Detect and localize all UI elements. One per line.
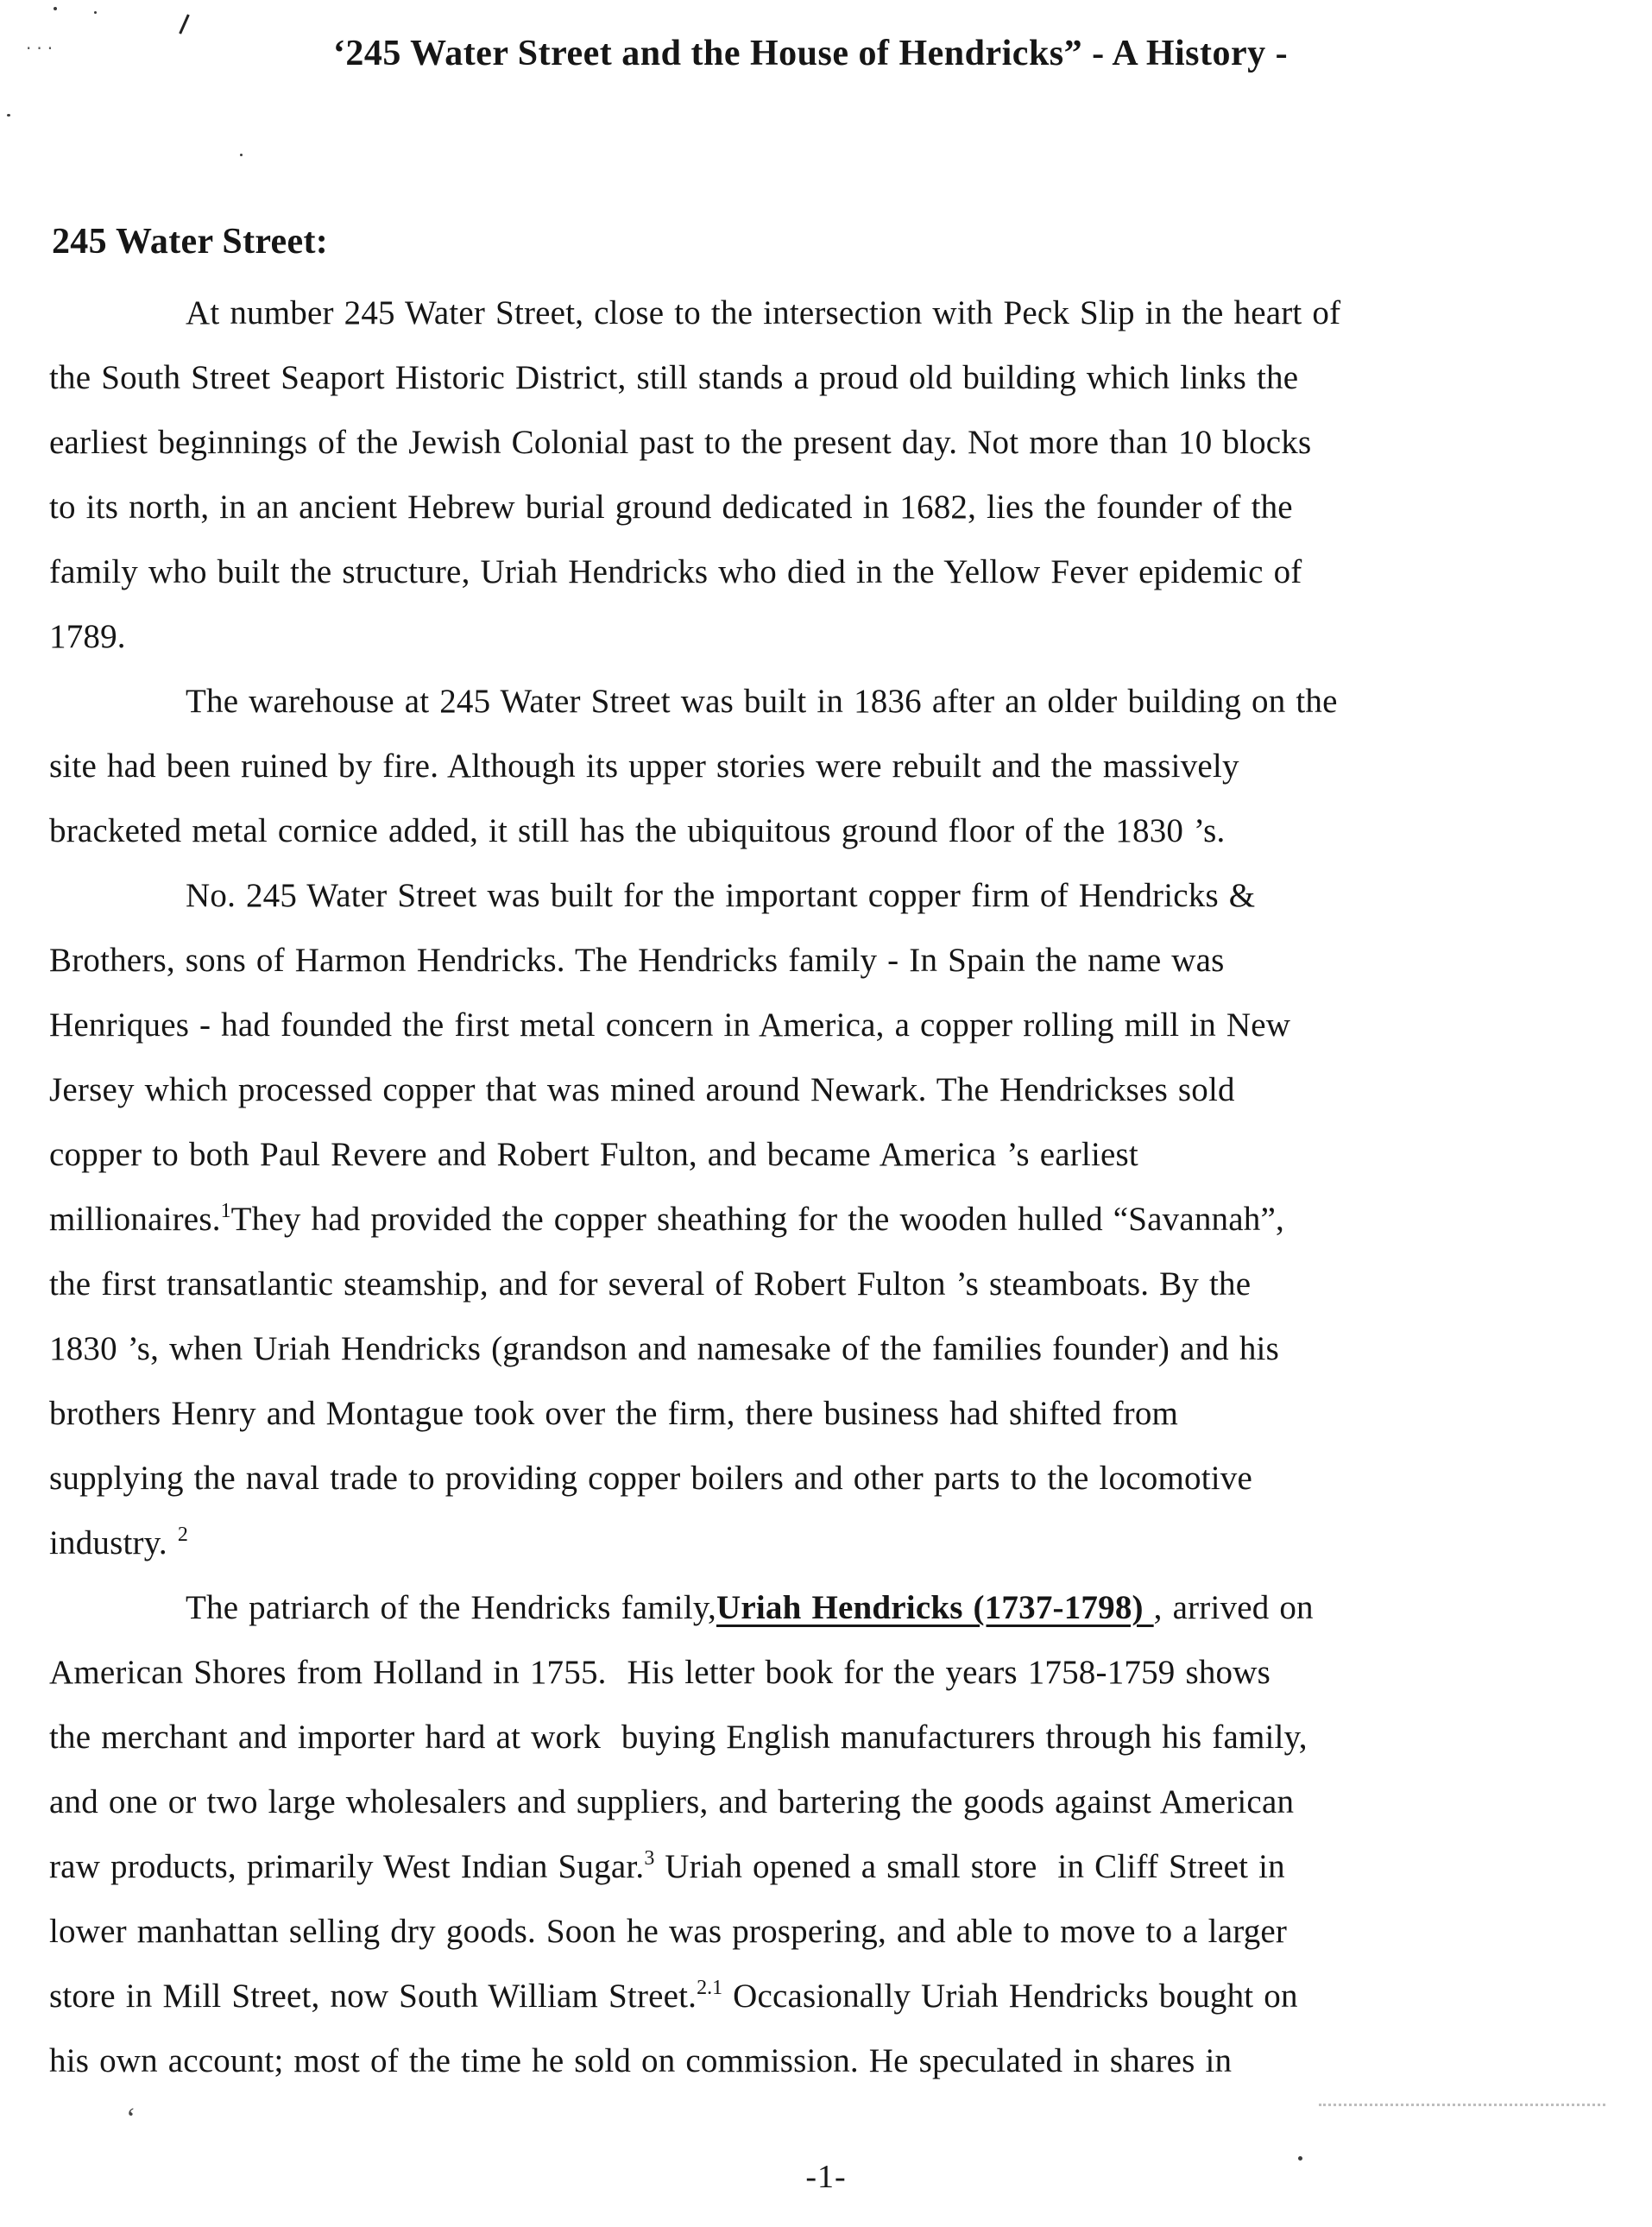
- text-line: [49, 669, 1611, 734]
- text-segment: Uriah opened a small store in Cliff Street in: [654, 1848, 1285, 1885]
- text-line: [49, 798, 1611, 863]
- text-line: [49, 1057, 1611, 1122]
- text-line: [49, 1381, 1611, 1446]
- scan-artifact: [179, 14, 190, 34]
- text-line: [49, 1252, 1611, 1316]
- page-number: -1-: [805, 2159, 847, 2195]
- text-line: [49, 1446, 1611, 1511]
- text-segment: the first transatlantic steamship, and for several of Robert Fulton ’s steamboats. By the: [49, 1265, 1252, 1303]
- text-segment: , arrived on: [1153, 1589, 1314, 1626]
- text-segment: No. 245 Water Street was built for the important copper firm of Hendricks &: [186, 877, 1256, 914]
- text-segment: Henriques - had founded the first metal concern in America, a copper rolling mill in New: [49, 1006, 1291, 1044]
- text-segment: Jersey which processed copper that was mined around Newark. The Hendrickses sold: [49, 1071, 1235, 1108]
- text-line: [49, 928, 1611, 993]
- text-segment: earliest beginnings of the Jewish Colonial past to the present day. Not more than 10 blocks: [49, 424, 1312, 461]
- text-line: [49, 1770, 1611, 1834]
- text-line: [49, 1705, 1611, 1770]
- text-line: [49, 1834, 1611, 1899]
- scan-artifact: [240, 154, 243, 156]
- text-line: [49, 1964, 1611, 2028]
- footnote-reference: 2.1: [697, 1977, 723, 1999]
- text-segment: They had provided the copper sheathing for the wooden hulled “Savannah”,: [230, 1201, 1284, 1238]
- footnote-reference: 1: [220, 1200, 231, 1222]
- text-segment: site had been ruined by fire. Although its upper stories were rebuilt and the massively: [49, 748, 1239, 785]
- text-line: [49, 734, 1611, 798]
- text-line: [49, 539, 1611, 604]
- text-segment: Occasionally Uriah Hendricks bought on: [722, 1978, 1298, 2015]
- text-segment: supplying the naval trade to providing copper boilers and other parts to the locomotive: [49, 1460, 1252, 1497]
- text-segment: The patriarch of the Hendricks family,: [186, 1589, 716, 1626]
- text-segment: and one or two large wholesalers and suppliers, and bartering the goods against American: [49, 1783, 1295, 1820]
- text-line: [49, 1316, 1611, 1381]
- text-segment: 1830 ’s, when Uriah Hendricks (grandson and namesake of the families founder) and his: [49, 1330, 1279, 1367]
- text-segment: the South Street Seaport Historic District, still stands a proud old building which links the: [49, 359, 1299, 396]
- text-segment: the merchant and importer hard at work buying English manufacturers through his family,: [49, 1719, 1308, 1756]
- text-segment: raw products, primarily West Indian Sugar.: [49, 1848, 645, 1885]
- text-line: [49, 1640, 1611, 1705]
- footnote-reference: 2: [177, 1524, 188, 1546]
- text-line: [49, 1187, 1611, 1252]
- footnote-reference: 3: [644, 1847, 655, 1870]
- text-line: [49, 475, 1611, 539]
- text-segment: copper to both Paul Revere and Robert Fulton, and became America ’s earliest: [49, 1136, 1138, 1173]
- emphasized-name: Uriah Hendricks (1737-1798): [716, 1589, 1154, 1626]
- text-segment: brothers Henry and Montague took over the firm, there business had shifted from: [49, 1395, 1179, 1432]
- text-line: [49, 345, 1611, 410]
- scan-artifact: [7, 114, 10, 117]
- text-segment: industry.: [49, 1524, 178, 1561]
- text-segment: millionaires.: [49, 1201, 221, 1238]
- text-line: [49, 2028, 1611, 2093]
- document-title: ‘245 Water Street and the House of Hendricks” - A History -: [332, 34, 1289, 73]
- text-line: [49, 863, 1611, 928]
- text-segment: family who built the structure, Uriah Hendricks who died in the Yellow Fever epidemic of: [49, 553, 1302, 590]
- scan-artifact: ‘: [126, 2103, 136, 2135]
- text-segment: At number 245 Water Street, close to the intersection with Peck Slip in the heart of: [186, 294, 1341, 331]
- text-line: [49, 1122, 1611, 1187]
- text-segment: store in Mill Street, now South William Street.: [49, 1978, 697, 2015]
- text-segment: to its north, in an ancient Hebrew burial ground dedicated in 1682, lies the founder of the: [49, 489, 1293, 526]
- text-segment: 1789.: [49, 618, 126, 655]
- text-line: [49, 993, 1611, 1057]
- text-line: [49, 410, 1611, 475]
- text-segment: American Shores from Holland in 1755. His letter book for the years 1758-1759 shows: [49, 1654, 1271, 1691]
- text-segment: lower manhattan selling dry goods. Soon he was prospering, and able to move to a larger: [49, 1913, 1288, 1950]
- text-line: [49, 281, 1611, 345]
- scan-artifact: ···: [26, 38, 59, 59]
- text-line: [49, 1899, 1611, 1964]
- text-line: [49, 1511, 1611, 1575]
- text-segment: Brothers, sons of Harmon Hendricks. The Hendricks family - In Spain the name was: [49, 942, 1225, 979]
- document-body: [49, 281, 1611, 2093]
- text-segment: The warehouse at 245 Water Street was built in 1836 after an older building on the: [186, 683, 1338, 720]
- scan-artifact: [94, 11, 97, 14]
- text-segment: bracketed metal cornice added, it still has the ubiquitous ground floor of the 1830 ’s.: [49, 812, 1226, 849]
- text-line: [49, 1575, 1611, 1640]
- scan-artifact: [1319, 2104, 1605, 2106]
- scan-artifact: [54, 7, 57, 10]
- text-segment: his own account; most of the time he sold on commission. He speculated in shares in: [49, 2042, 1233, 2079]
- section-heading: 245 Water Street:: [52, 222, 329, 262]
- text-line: [49, 604, 1611, 669]
